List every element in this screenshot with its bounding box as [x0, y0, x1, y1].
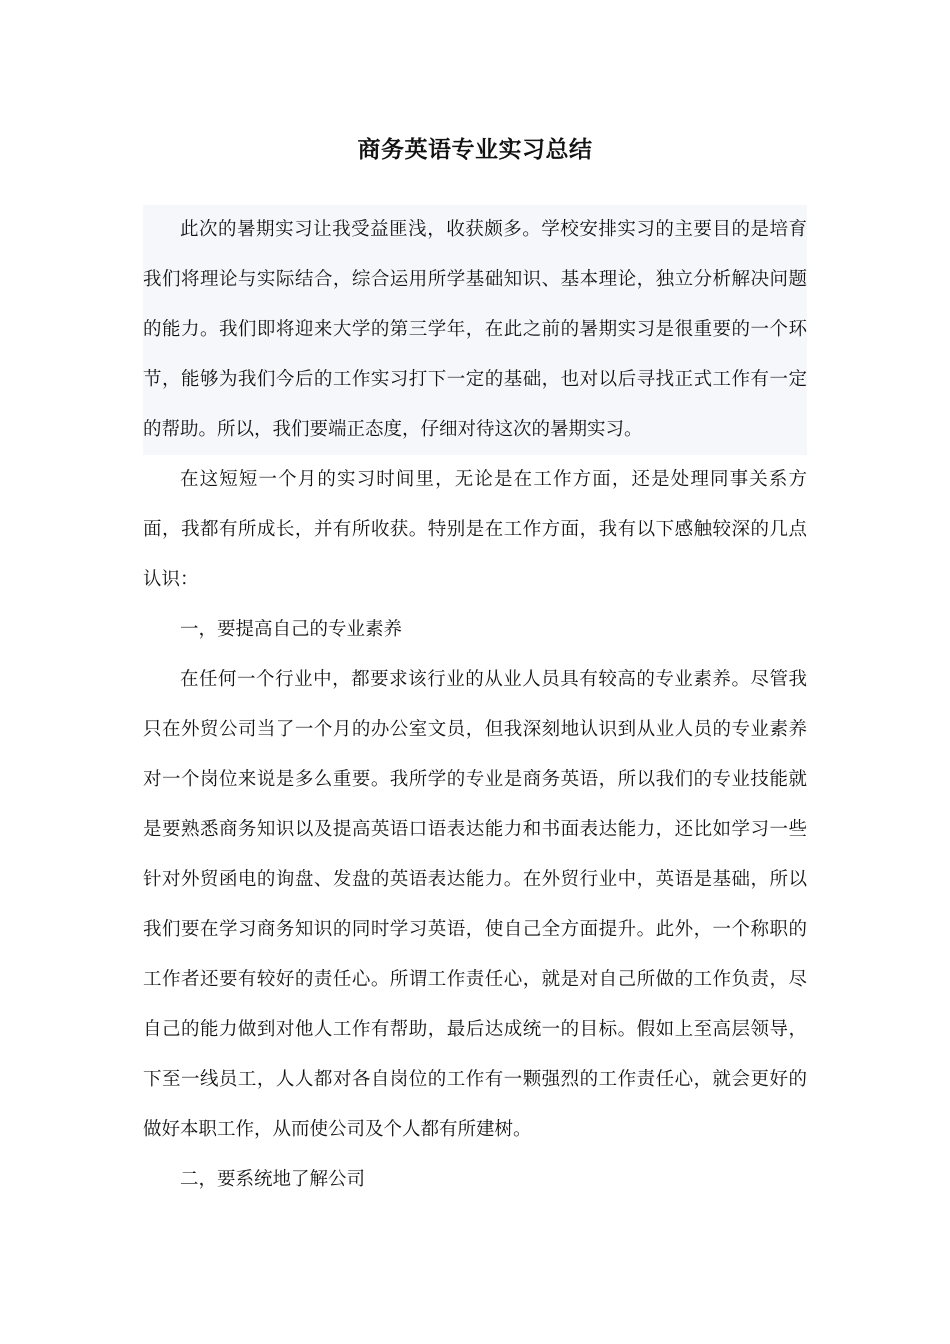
section-heading-1: 一，要提高自己的专业素养 [180, 619, 403, 640]
paragraph-professionalism: 在任何一个行业中，都要求该行业的从业人员具有较高的专业素养。尽管我只在外贸公司当了一个月的办公室文员，但我深刻地认识到从业人员的专业素养对一个岗位来说是多么重要。我所学的专业是商务英语，所以我们的专业技能就是要熟悉商务知识以及提高英语口语表达能力和书面表达能力，还比如学习一些针对外贸函电的询盘、发盘的英语表达能力。在外贸行业中，英语是基础，所以我们要在学习商务知识的同时学习英语，使自己全方面提升。此外，一个称职的工作者还要有较好的责任心。所谓工作责任心，就是对自己所做的工作负责，尽自己的能力做到对他人工作有帮助，最后达成统一的目标。假如上至高层领导，下至一线员工，人人都对各自岗位的工作有一颗强烈的工作责任心，就会更好的做好本职工作，从而使公司及个人都有所建树。 [143, 669, 807, 1140]
paragraph-growth: 在这短短一个月的实习时间里，无论是在工作方面，还是处理同事关系方面，我都有所成长，并有所收获。特别是在工作方面，我有以下感触较深的几点认识： [143, 469, 807, 590]
section-heading-2: 二，要系统地了解公司 [180, 1169, 366, 1190]
paragraph-intro: 此次的暑期实习让我受益匪浅，收获颇多。学校安排实习的主要目的是培育我们将理论与实际结合，综合运用所学基础知识、基本理论，独立分析解决问题的能力。我们即将迎来大学的第三学年，在此之前的暑期实习是很重要的一个环节，能够为我们今后的工作实习打下一定的基础，也对以后寻找正式工作有一定的帮助。所以，我们要端正态度，仔细对待这次的暑期实习。 [143, 205, 807, 455]
document-title: 商务英语专业实习总结 [357, 137, 593, 163]
document-body [143, 205, 807, 1205]
